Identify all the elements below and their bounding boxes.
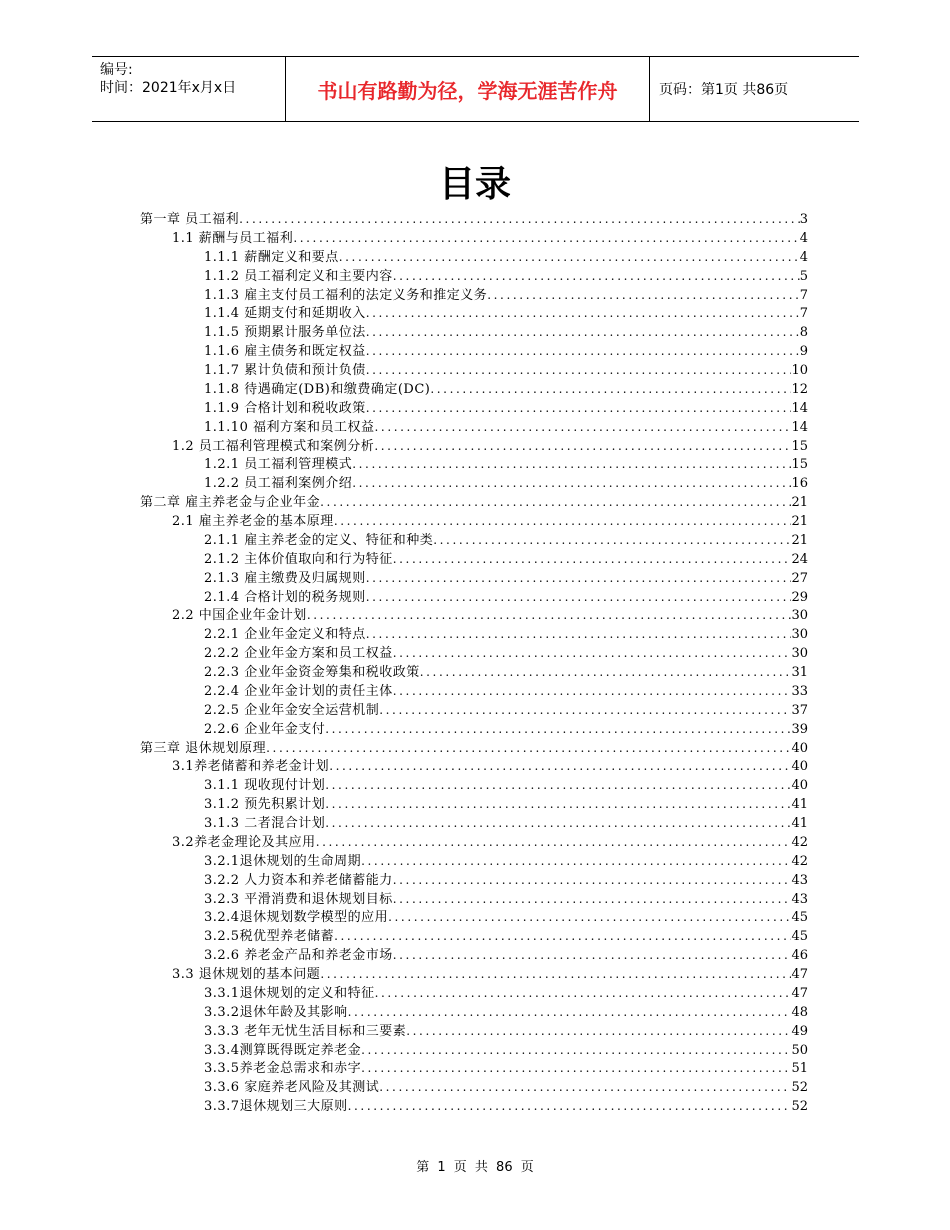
header-meta [92, 57, 286, 121]
toc-entry-label: 3.3 退休规划的基本问题 [172, 967, 321, 982]
toc-leader-dots [374, 437, 791, 456]
toc-entry-page: 51 [791, 1061, 808, 1077]
toc-leader-dots [293, 229, 799, 248]
toc-entry-page: 48 [791, 1004, 808, 1020]
toc-entry-page: 4 [799, 230, 808, 246]
toc-entry-label: 3.2.6 养老金产品和养老金市场 [204, 948, 393, 964]
toc-entry-page: 10 [791, 363, 808, 378]
toc-entry[interactable] [0, 1022, 950, 1041]
toc-entry[interactable] [0, 625, 950, 644]
toc-entry-label: 2.1.4 合格计划的税务规则 [204, 589, 366, 605]
toc-entry-label: 2.2.3 企业年金资金筹集和税收政策 [204, 665, 420, 680]
toc-entry-label: 3.1.1 现收现付计划 [204, 778, 326, 794]
toc-entry-label: 1.1.7 累计负债和预计负债 [204, 363, 366, 378]
toc-leader-dots [361, 852, 791, 871]
toc-entry-page: 3 [799, 212, 808, 227]
toc-entry[interactable] [0, 720, 950, 739]
toc-entry[interactable] [0, 927, 950, 946]
toc-leader-dots [325, 720, 791, 739]
toc-entry-label: 1.1.10 福利方案和员工权益 [204, 419, 375, 435]
toc-entry-label: 1.1.4 延期支付和延期收入 [204, 306, 366, 322]
toc-entry-page: 37 [791, 702, 808, 718]
toc-entry-page: 30 [791, 627, 808, 643]
toc-entry[interactable] [0, 814, 950, 833]
toc-entry-label: 3.2养老金理论及其应用 [172, 834, 316, 850]
toc-entry-label: 1.2.2 员工福利案例介绍 [204, 476, 353, 492]
toc-entry-page: 30 [791, 608, 808, 624]
toc-entry-label: 3.1.2 预先积累计划 [204, 797, 326, 813]
toc-entry-label: 3.2.1退休规划的生命周期 [204, 853, 362, 869]
toc-entry-page: 50 [791, 1042, 808, 1058]
toc-entry-label: 1.1.5 预期累计服务单位法 [204, 325, 366, 341]
toc-leader-dots [393, 550, 792, 569]
toc-entry[interactable] [0, 210, 950, 229]
toc-entry-page: 33 [791, 683, 808, 699]
toc-entry-page: 40 [791, 759, 808, 775]
toc-leader-dots [339, 248, 800, 267]
toc-leader-dots [352, 474, 791, 493]
toc-entry-label: 3.3.2退休年龄及其影响 [204, 1004, 348, 1020]
toc-leader-dots [334, 927, 791, 946]
toc-entry-label: 1.1.6 雇主债务和既定权益 [204, 344, 366, 360]
toc-entry[interactable] [0, 455, 950, 474]
table-of-contents [0, 210, 950, 1116]
toc-entry-page: 12 [791, 381, 808, 397]
toc-entry[interactable] [0, 399, 950, 418]
toc-entry[interactable] [0, 437, 950, 456]
toc-entry[interactable] [0, 248, 950, 267]
toc-entry-label: 1.1.3 雇主支付员工福利的法定义务和推定义务 [204, 287, 488, 303]
toc-entry-label: 3.2.2 人力资本和养老储蓄能力 [204, 872, 393, 888]
toc-entry[interactable] [0, 1041, 950, 1060]
toc-entry[interactable] [0, 550, 950, 569]
toc-entry[interactable] [0, 380, 950, 399]
toc-entry[interactable] [0, 890, 950, 909]
toc-entry-label: 3.2.5税优型养老储蓄 [204, 929, 335, 945]
toc-leader-dots [348, 1097, 792, 1116]
toc-entry-page: 14 [791, 419, 808, 435]
toc-leader-dots [366, 569, 792, 588]
page-footer: 第 1 页 共 86 页 [416, 1160, 534, 1175]
toc-leader-dots [393, 644, 792, 663]
document-number-label: 编号: [100, 62, 133, 78]
toc-entry-page: 42 [791, 853, 808, 869]
toc-leader-dots [366, 588, 792, 607]
toc-entry-page: 5 [799, 268, 808, 284]
toc-entry-page: 15 [791, 457, 808, 473]
toc-entry[interactable] [0, 229, 950, 248]
toc-entry-label: 3.3.5养老金总需求和赤字 [204, 1061, 362, 1077]
toc-entry-page: 43 [791, 872, 808, 888]
toc-entry-label: 2.2.2 企业年金方案和员工权益 [204, 646, 393, 662]
toc-entry-page: 45 [791, 929, 808, 945]
toc-leader-dots [366, 323, 800, 342]
toc-leader-dots [393, 871, 792, 890]
toc-leader-dots [420, 663, 792, 682]
toc-entry[interactable] [0, 1003, 950, 1022]
toc-entry-label: 2.2.4 企业年金计划的责任主体 [204, 683, 393, 699]
toc-leader-dots [388, 908, 791, 927]
toc-entry-label: 3.2.3 平滑消费和退休规划目标 [204, 891, 393, 907]
toc-entry[interactable] [0, 418, 950, 437]
toc-entry[interactable] [0, 569, 950, 588]
toc-leader-dots [366, 342, 800, 361]
toc-leader-dots [393, 682, 792, 701]
toc-entry-label: 1.1.2 员工福利定义和主要内容 [204, 268, 393, 284]
toc-entry-page: 21 [791, 514, 808, 529]
toc-leader-dots [406, 1022, 791, 1041]
toc-entry[interactable] [0, 512, 950, 531]
toc-leader-dots [366, 361, 792, 380]
toc-leader-dots [430, 380, 791, 399]
toc-entry-label: 第三章 退休规划原理 [140, 740, 267, 756]
toc-entry-label: 2.1.1 雇主养老金的定义、特征和种类 [204, 532, 434, 548]
toc-entry-page: 52 [791, 1080, 808, 1096]
toc-leader-dots [374, 418, 791, 437]
toc-entry-page: 40 [791, 778, 808, 794]
toc-entry-label: 1.1.1 薪酬定义和要点 [204, 249, 339, 265]
toc-entry[interactable] [0, 493, 950, 512]
toc-entry[interactable] [0, 833, 950, 852]
page-header [92, 56, 859, 122]
header-motto: 书山有路勤为径，学海无涯苦作舟 [286, 57, 650, 121]
toc-entry[interactable] [0, 361, 950, 380]
toc-entry[interactable] [0, 739, 950, 758]
toc-entry-page: 16 [791, 476, 808, 492]
toc-leader-dots [325, 776, 791, 795]
toc-leader-dots [239, 210, 800, 229]
toc-entry-page: 47 [791, 967, 808, 982]
toc-entry[interactable] [0, 342, 950, 361]
toc-entry[interactable] [0, 267, 950, 286]
toc-leader-dots [348, 1003, 792, 1022]
toc-leader-dots [352, 455, 791, 474]
toc-leader-dots [316, 833, 792, 852]
toc-entry-label: 2.2.6 企业年金支付 [204, 721, 326, 737]
toc-leader-dots [334, 512, 792, 531]
toc-title: 目录 [438, 164, 511, 205]
toc-entry[interactable] [0, 606, 950, 625]
toc-entry-label: 1.2 员工福利管理模式和案例分析 [172, 438, 375, 454]
toc-entry-label: 3.3.4测算既得既定养老金 [204, 1042, 362, 1058]
toc-entry[interactable] [0, 701, 950, 720]
toc-leader-dots [375, 984, 792, 1003]
toc-entry-label: 1.1.9 合格计划和税收政策 [204, 400, 366, 416]
toc-entry[interactable] [0, 588, 950, 607]
document-time-label: 时间：2021年x月x日 [100, 80, 237, 96]
toc-leader-dots [325, 795, 791, 814]
toc-leader-dots [361, 1059, 791, 1078]
toc-entry-page: 45 [791, 910, 808, 926]
header-page-info: 页码：第1页 共86页 [659, 82, 789, 98]
toc-entry-page: 40 [791, 740, 808, 756]
toc-leader-dots [393, 267, 800, 286]
toc-leader-dots [266, 739, 791, 758]
toc-entry[interactable] [0, 1059, 950, 1078]
toc-leader-dots [307, 606, 792, 625]
toc-entry-label: 1.2.1 员工福利管理模式 [204, 457, 353, 473]
toc-leader-dots [487, 286, 800, 305]
toc-entry[interactable] [0, 795, 950, 814]
toc-entry-page: 7 [799, 306, 808, 322]
toc-entry-page: 27 [791, 570, 808, 586]
toc-leader-dots [379, 1078, 791, 1097]
toc-entry-page: 43 [791, 891, 808, 907]
toc-entry[interactable] [0, 852, 950, 871]
toc-entry-page: 29 [791, 589, 808, 605]
toc-entry-label: 3.2.4退休规划数学模型的应用 [204, 910, 389, 926]
toc-entry[interactable] [0, 946, 950, 965]
toc-entry-label: 3.1.3 二者混合计划 [204, 816, 326, 831]
toc-leader-dots [361, 1041, 791, 1060]
toc-entry[interactable] [0, 531, 950, 550]
toc-entry-page: 41 [791, 816, 808, 831]
toc-entry-label: 3.3.3 老年无忧生活目标和三要素 [204, 1023, 407, 1039]
toc-leader-dots [393, 890, 792, 909]
toc-entry-page: 4 [799, 249, 808, 265]
toc-entry-label: 3.3.7退休规划三大原则 [204, 1099, 348, 1115]
toc-entry-label: 3.3.6 家庭养老风险及其测试 [204, 1080, 380, 1096]
toc-entry-label: 3.1养老储蓄和养老金计划 [172, 759, 330, 775]
toc-leader-dots [320, 493, 791, 512]
toc-leader-dots [379, 701, 791, 720]
toc-entry[interactable] [0, 908, 950, 927]
toc-entry-page: 46 [791, 948, 808, 964]
toc-entry-label: 2.2 中国企业年金计划 [172, 608, 307, 624]
toc-entry[interactable] [0, 776, 950, 795]
toc-entry-page: 8 [799, 325, 808, 341]
toc-leader-dots [366, 304, 800, 323]
toc-entry-page: 39 [791, 721, 808, 737]
toc-entry-page: 31 [791, 665, 808, 680]
toc-entry[interactable] [0, 286, 950, 305]
toc-entry-label: 2.1 雇主养老金的基本原理 [172, 514, 334, 529]
toc-entry[interactable] [0, 871, 950, 890]
toc-entry-page: 41 [791, 797, 808, 813]
toc-entry-label: 1.1 薪酬与员工福利 [172, 230, 294, 246]
toc-entry-page: 30 [791, 646, 808, 662]
toc-entry-page: 21 [791, 532, 808, 548]
toc-entry-page: 52 [791, 1099, 808, 1115]
toc-entry-page: 47 [791, 985, 808, 1001]
toc-entry[interactable] [0, 1097, 950, 1116]
toc-entry-label: 2.1.3 雇主缴费及归属规则 [204, 570, 366, 586]
toc-entry-label: 第一章 员工福利 [140, 212, 240, 227]
toc-entry-page: 14 [791, 400, 808, 416]
toc-leader-dots [433, 531, 791, 550]
toc-leader-dots [325, 814, 791, 833]
toc-entry-label: 1.1.8 待遇确定(DB)和缴费确定(DC) [204, 381, 431, 397]
toc-entry-page: 42 [791, 834, 808, 850]
toc-entry[interactable] [0, 474, 950, 493]
toc-entry-label: 2.2.1 企业年金定义和特点 [204, 627, 366, 643]
toc-entry-label: 3.3.1退休规划的定义和特征 [204, 985, 375, 1001]
toc-leader-dots [320, 965, 791, 984]
toc-entry-page: 7 [799, 287, 808, 303]
toc-entry-page: 49 [791, 1023, 808, 1039]
toc-entry-page: 15 [791, 438, 808, 454]
toc-entry-label: 第二章 雇主养老金与企业年金 [140, 495, 321, 511]
toc-entry-label: 2.2.5 企业年金安全运营机制 [204, 702, 380, 718]
toc-entry[interactable] [0, 965, 950, 984]
toc-entry[interactable] [0, 1078, 950, 1097]
toc-entry[interactable] [0, 757, 950, 776]
toc-entry[interactable] [0, 323, 950, 342]
toc-entry[interactable] [0, 682, 950, 701]
toc-leader-dots [329, 757, 791, 776]
toc-entry[interactable] [0, 644, 950, 663]
toc-entry-label: 2.1.2 主体价值取向和行为特征 [204, 551, 393, 567]
toc-entry[interactable] [0, 984, 950, 1003]
toc-leader-dots [393, 946, 792, 965]
toc-leader-dots [366, 625, 792, 644]
toc-entry[interactable] [0, 304, 950, 323]
toc-leader-dots [366, 399, 792, 418]
toc-entry-page: 21 [791, 495, 808, 511]
toc-entry-page: 9 [799, 344, 808, 360]
toc-entry-page: 24 [791, 551, 808, 567]
toc-entry[interactable] [0, 663, 950, 682]
